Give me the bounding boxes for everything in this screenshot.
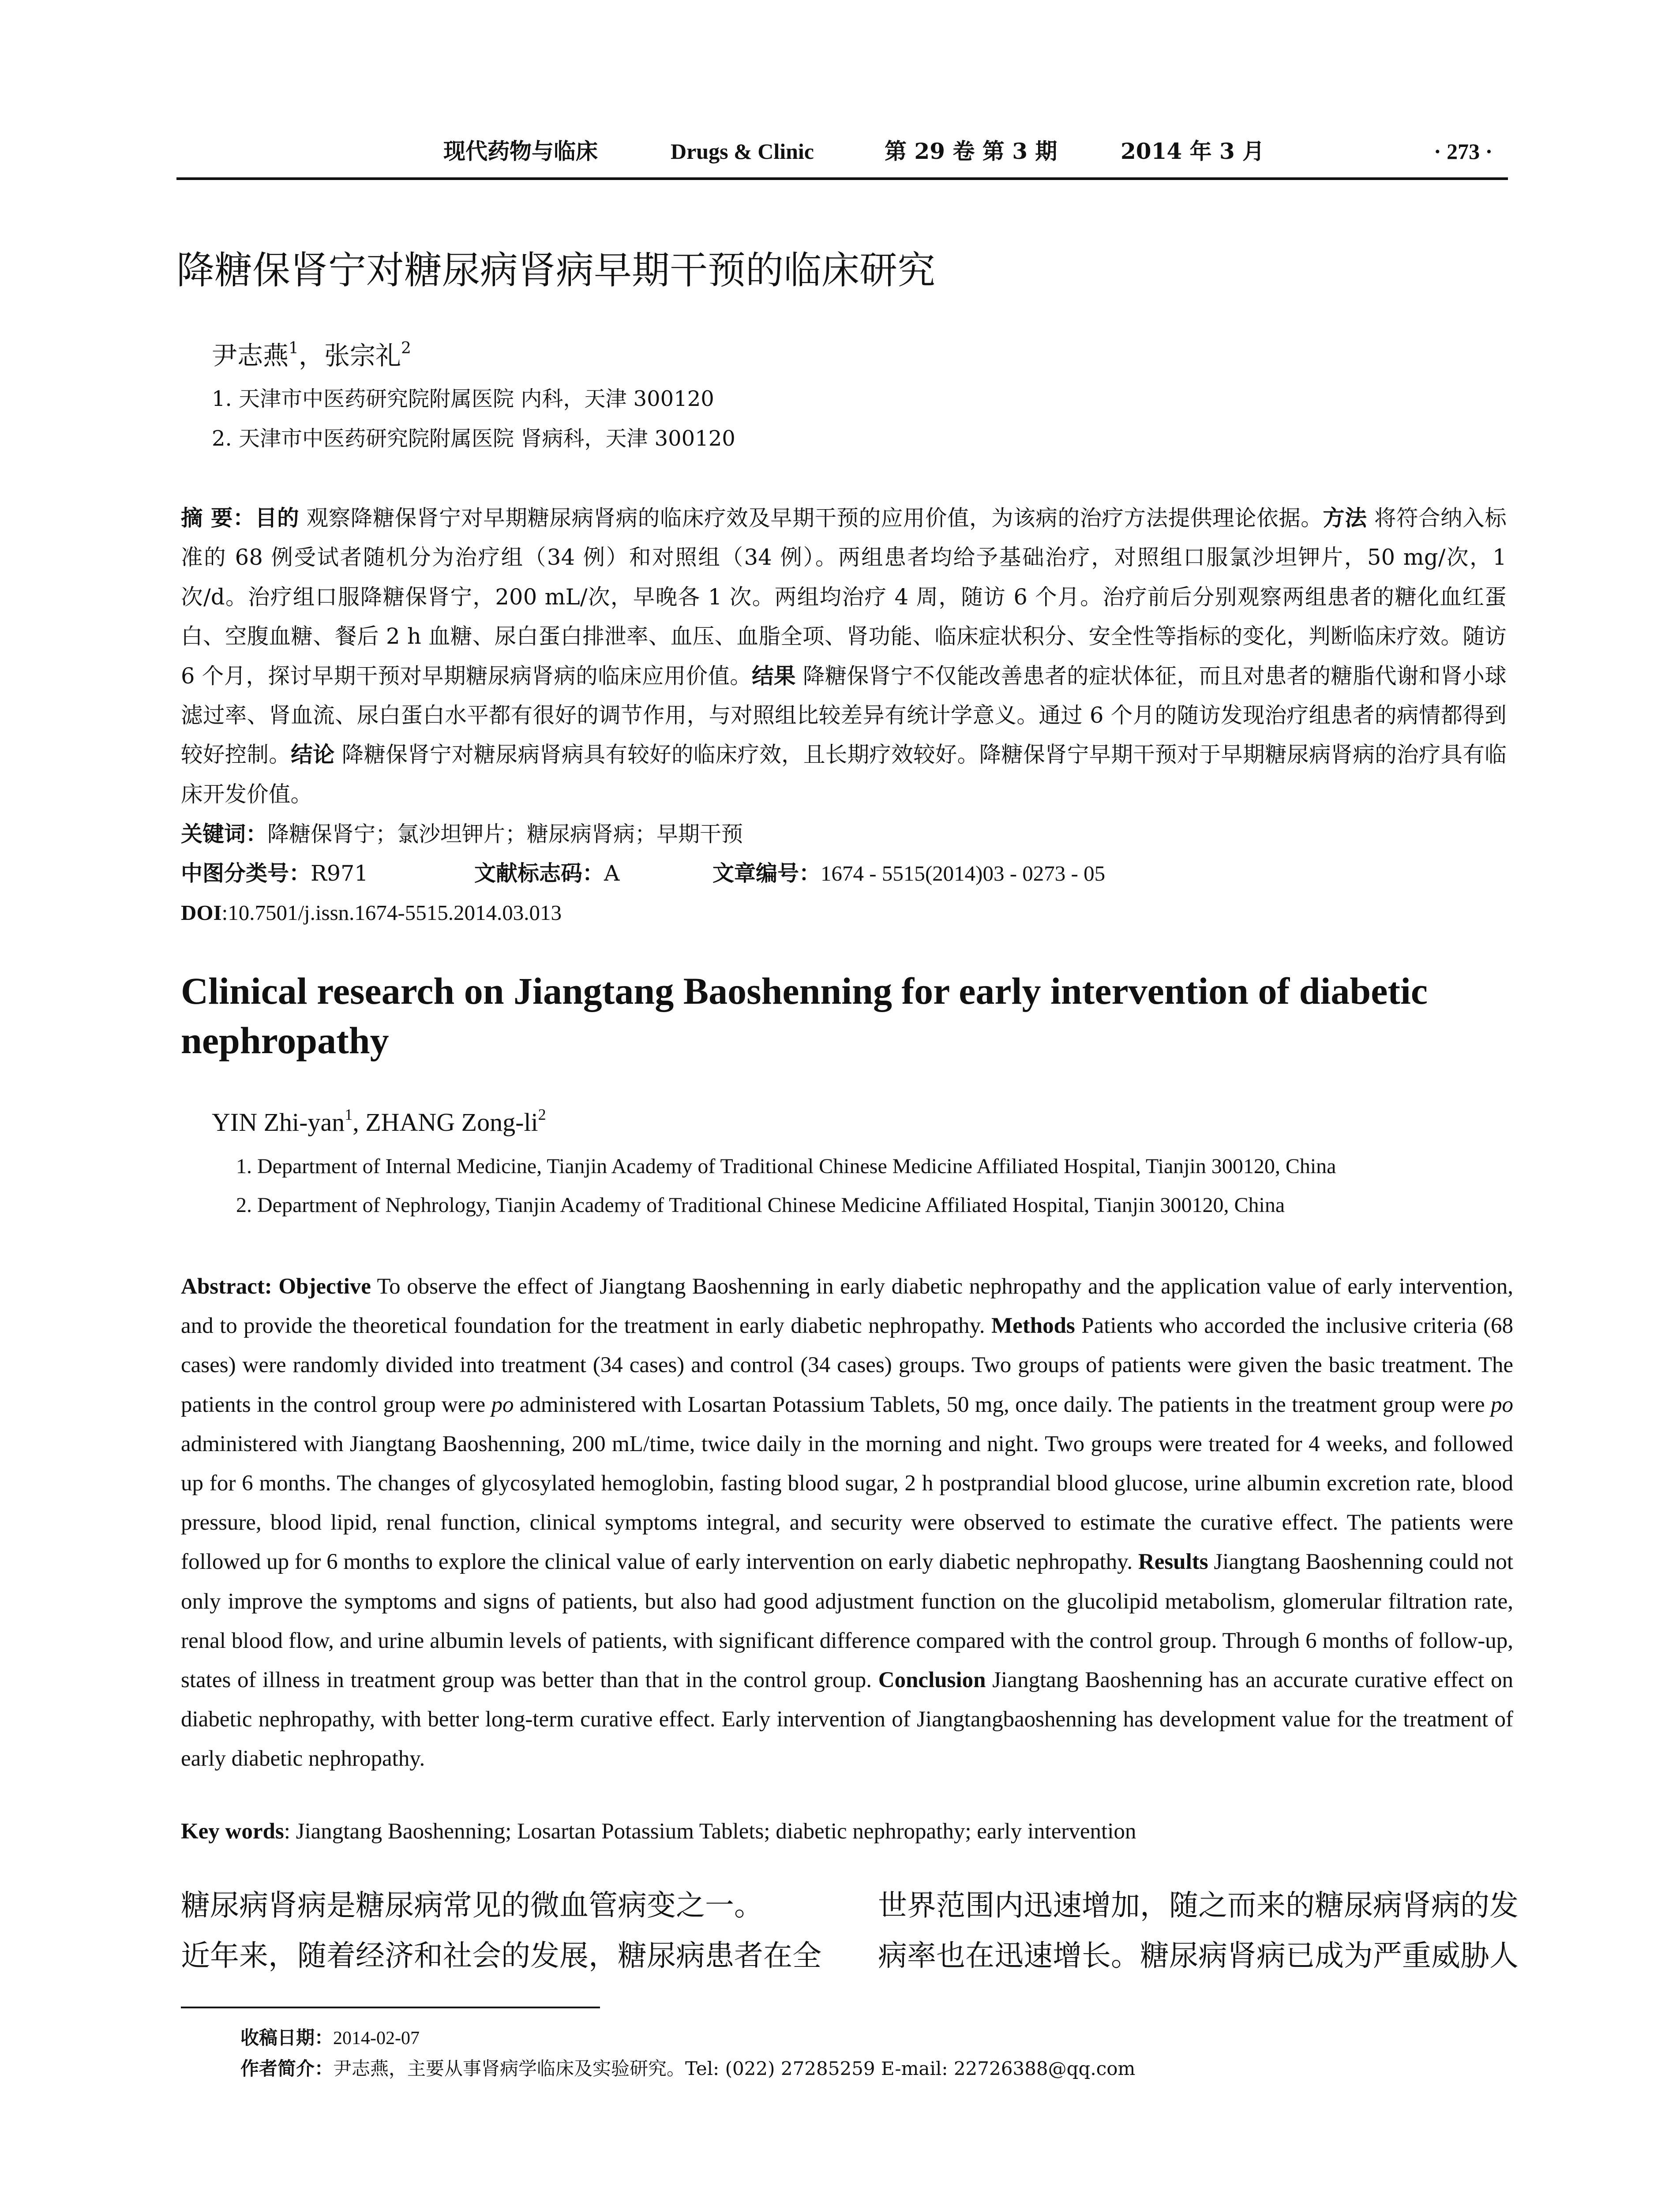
conclusion-label: 结论 (291, 742, 335, 768)
received-date: 2014-02-07 (333, 2028, 420, 2048)
keywords-text: 降糖保肾宁；氯沙坦钾片；糖尿病肾病；早期干预 (267, 822, 743, 847)
chinese-abstract (181, 499, 1507, 814)
english-affiliation: 1. Department of Internal Medicine, Tianjin Academy of Traditional Chinese Medicine Affiliated Hospital, Tianjin 300120, China (236, 1155, 1336, 1178)
doi-label: DOI (181, 900, 222, 925)
chinese-affiliation: 2. 天津市中医药研究院附属医院 肾病科，天津 300120 (212, 426, 735, 451)
conclusion-text: 降糖保肾宁对糖尿病肾病具有较好的临床疗效，且长期疗效较好。降糖保肾宁早期干预对于早期糖尿病肾病的治疗具有临床开发价值。 (181, 742, 1507, 807)
methods-text: Patients who accorded the inclusive criteria (68 cases) were randomly divided into treatment (34 cases) and control (34 cases) groups. Two groups of patients were given the basic treatment. The patients in the control group were (181, 1313, 1513, 1417)
article-number-field (712, 863, 1105, 884)
english-keywords (181, 1820, 1136, 1843)
author-affiliation-mark: 1 (289, 339, 299, 357)
route-abbreviation: po (1491, 1392, 1513, 1417)
methods-text: administered with Jiangtang Baoshenning, 200 mL/time, twice daily in the morning and night. Two groups were treated for 4 weeks, and followed up for 6 months. The changes of glycosylated hemoglobin, fasting blood sugar, 2 h postprandial blood glucose, urine albumin excretion rate, blood pressure, blood lipid, renal function, clinical symptoms integral, and security were observed to estimate the curative effect. The patients were followed up for 6 months to explore the clinical value of early intervention on early diabetic nephropathy. (181, 1431, 1513, 1575)
results-text: 降糖保肾宁不仅能改善患者的症状体征，而且对患者的糖脂代谢和肾小球滤过率、肾血流、尿白蛋白水平都有很好的调节作用，与对照组比较差异有统计学意义。通过 6 个月的随访发现治疗组患者的病情都得到较好控制。 (181, 663, 1507, 768)
body-text-line: 世界范围内迅速增加，随之而来的糖尿病肾病的发 (878, 1888, 1519, 1922)
route-abbreviation: po (491, 1392, 514, 1417)
conclusion-text: Jiangtang Baoshenning has an accurate curative effect on diabetic nephropathy, with better long-term curative effect. Early intervention of Jiangtangbaoshenning has development value for the treatment of early diabetic nephropathy. (181, 1668, 1513, 1771)
methods-text: administered with Losartan Potassium Tablets, 50 mg, once daily. The patients in the treatment group were (514, 1392, 1491, 1417)
english-title: Clinical research on Jiangtang Baoshenning for early intervention of diabetic nephropathy (181, 970, 1428, 1062)
chinese-affiliation: 1. 天津市中医药研究院附属医院 内科，天津 300120 (212, 386, 714, 411)
english-abstract (181, 1267, 1513, 1779)
english-affiliation: 2. Department of Nephrology, Tianjin Academy of Traditional Chinese Medicine Affiliated Hospital, Tianjin 300120, China (236, 1193, 1285, 1217)
header-rule (176, 177, 1508, 180)
author-affiliation-mark: 2 (538, 1106, 546, 1123)
article-number-label: 文章编号： (712, 861, 821, 886)
page-number: · 273 · (1434, 139, 1493, 164)
methods-text: 将符合纳入标准的 68 例受试者随机分为治疗组（34 例）和对照组（34 例）。两组患者均给予基础治疗，对照组口服氯沙坦钾片，50 mg/次，1 次/d。治疗组口服降糖保肾宁，200 mL/次，早晚各 1 次。两组均治疗 4 周，随访 6 个月。治疗前后分别观察两组患者的糖化血红蛋白、空腹血糖、餐后 2 h 血糖、尿白蛋白排泄率、血压、血脂全项、肾功能、临床症状积分、安全性等指标的变化，判断临床疗效。随访 6 个月，探讨早期干预对早期糖尿病肾病的临床应用价值。 (181, 505, 1507, 689)
author-name: YIN Zhi-yan (212, 1108, 345, 1137)
author-name: ZHANG Zong-li (365, 1108, 538, 1137)
author-affiliation-mark: 2 (401, 339, 411, 357)
journal-name-en: Drugs & Clinic (671, 139, 814, 164)
objective-text: 观察降糖保肾宁对早期糖尿病肾病的临床疗效及早期干预的应用价值，为该病的治疗方法提供理论依据。 (299, 505, 1323, 531)
results-label: Results (1138, 1549, 1208, 1575)
received-label: 收稿日期： (240, 2027, 334, 2048)
author-bio-label: 作者简介： (240, 2058, 334, 2079)
chinese-keywords (181, 823, 743, 845)
chinese-authors (212, 340, 411, 370)
keywords-text: : Jiangtang Baoshenning; Losartan Potassium Tablets; diabetic nephropathy; early intervention (284, 1819, 1136, 1844)
doc-code-value: A (604, 861, 620, 886)
abstract-label: 摘 要： (181, 505, 255, 531)
clc-field (181, 863, 368, 884)
author-affiliation-mark: 1 (345, 1106, 353, 1123)
doi-line (181, 902, 562, 923)
results-label: 结果 (752, 663, 796, 689)
doi-value: :10.7501/j.issn.1674-5515.2014.03.013 (221, 900, 562, 925)
doc-code-label: 文献标志码： (474, 861, 604, 886)
body-text-line: 病率也在迅速增长。糖尿病肾病已成为严重威胁人 (878, 1939, 1519, 1973)
body-text-line: 糖尿病肾病是糖尿病常见的微血管病变之一。 (181, 1888, 763, 1922)
author-separator: , (352, 1108, 366, 1137)
doc-code-field (474, 863, 619, 884)
author-name: 尹志燕 (212, 341, 289, 371)
author-separator: ， (298, 341, 324, 371)
body-column-left (181, 1880, 821, 1981)
footnote-rule (181, 2007, 600, 2008)
author-name: 张宗礼 (324, 341, 401, 371)
results-text: Jiangtang Baoshenning could not only improve the symptoms and signs of patients, but also had good adjustment function on the glucolipid metabolism, glomerular filtration rate, renal blood flow, and urine albumin levels of patients, with significant difference compared with the control group. Through 6 months of follow-up, states of illness in treatment group was better than that in the control group. (181, 1549, 1513, 1693)
issue-date: 2014 年 3 月 (1121, 138, 1265, 164)
author-bio-text: 尹志燕，主要从事肾病学临床及实验研究。Tel: (022) 27285259 E-mail: 22726388@qq.com (333, 2058, 1136, 2079)
english-authors (212, 1107, 546, 1135)
keywords-label: 关键词： (181, 822, 268, 847)
body-column-right (878, 1880, 1519, 1981)
abstract-objective-label: Abstract: Objective (181, 1274, 371, 1299)
clc-value: R971 (311, 861, 368, 886)
methods-label: 方法 (1323, 505, 1367, 531)
clc-label: 中图分类号： (181, 861, 311, 886)
keywords-label: Key words (181, 1819, 284, 1844)
objective-label: 目的 (255, 505, 300, 531)
conclusion-label: Conclusion (878, 1668, 986, 1693)
volume-issue: 第 29 卷 第 3 期 (885, 138, 1058, 164)
methods-label: Methods (991, 1313, 1075, 1339)
objective-text: To observe the effect of Jiangtang Baoshenning in early diabetic nephropathy and the application value of early intervention, and to provide the theoretical foundation for the treatment in early diabetic nephropathy. (181, 1274, 1513, 1339)
received-date-note (240, 2029, 420, 2048)
journal-name-cn: 现代药物与临床 (443, 139, 598, 164)
article-number-value: 1674 - 5515(2014)03 - 0273 - 05 (821, 861, 1106, 885)
classification-line (181, 863, 1504, 889)
chinese-title: 降糖保肾宁对糖尿病肾病早期干预的临床研究 (176, 248, 935, 293)
author-bio-note (240, 2060, 1135, 2078)
body-text-line: 近年来，随着经济和社会的发展，糖尿病患者在全 (181, 1939, 821, 1973)
